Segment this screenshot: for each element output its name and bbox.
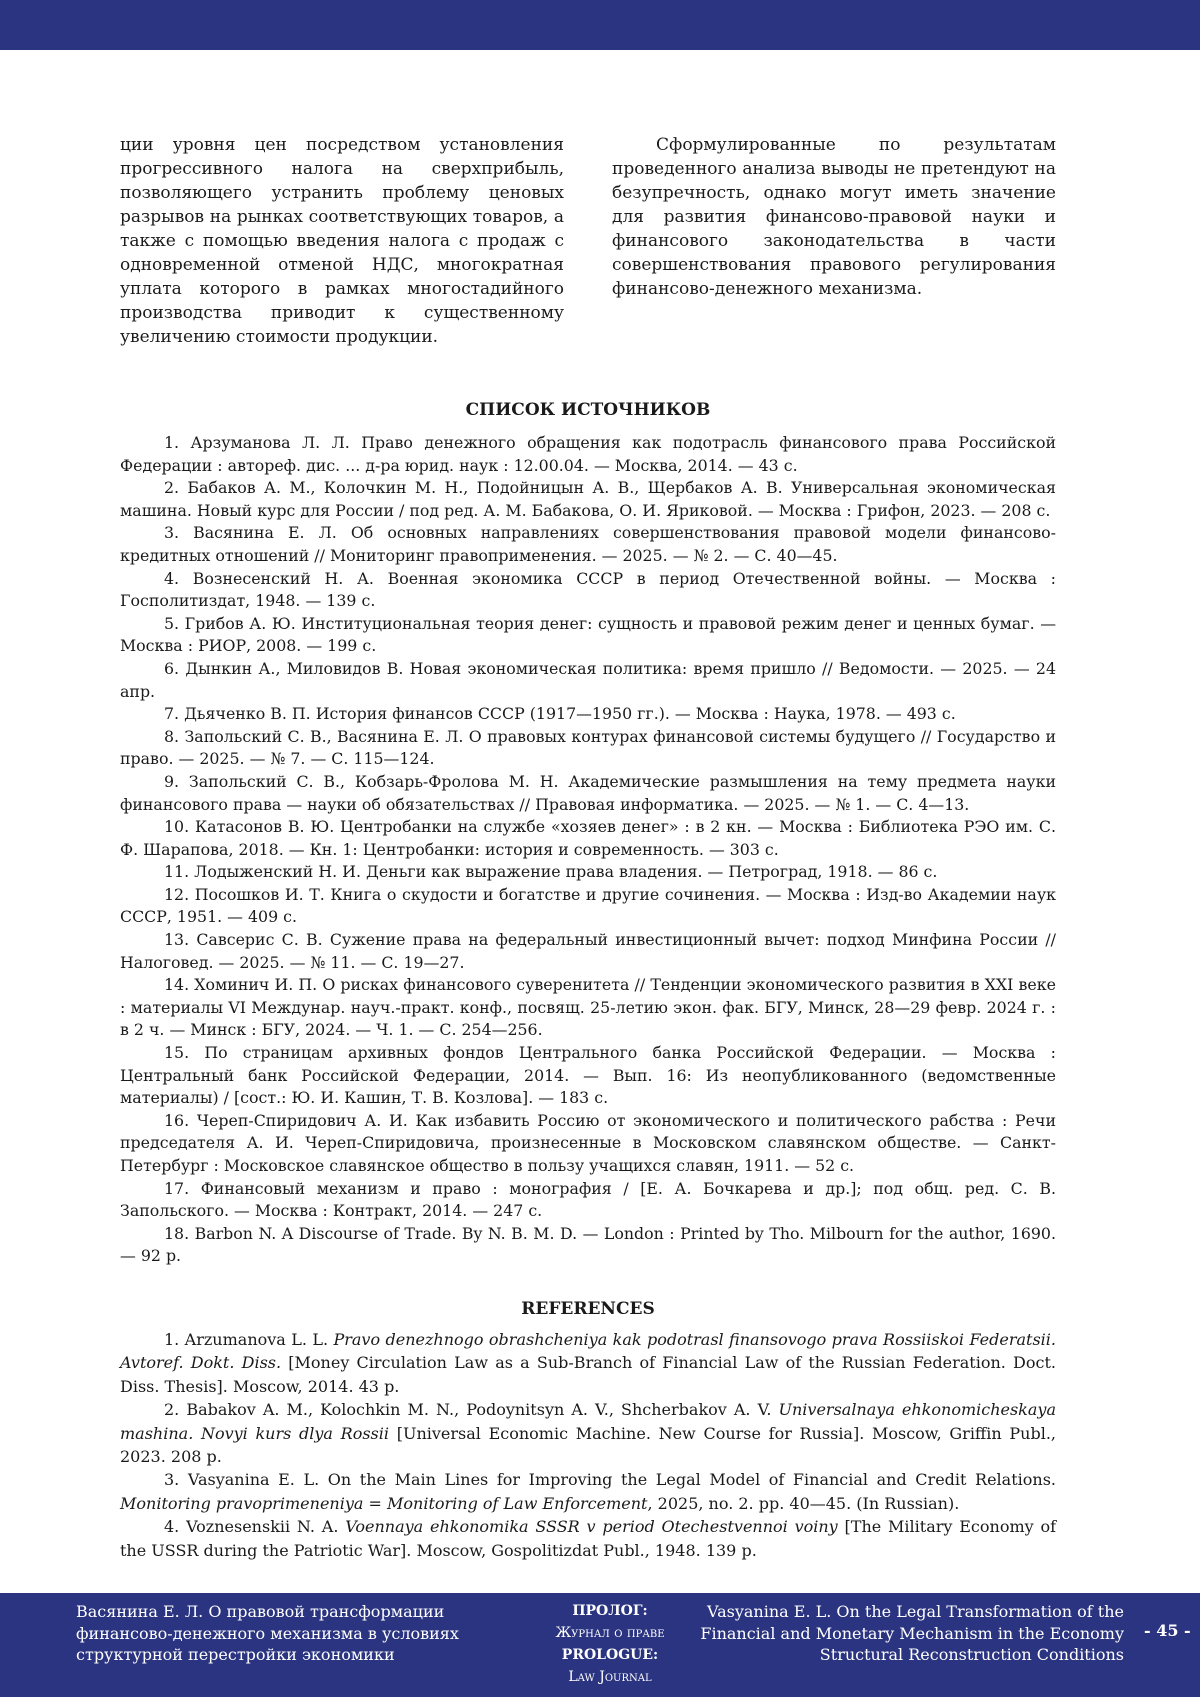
reference-title: Pravo denezhnogo obrashcheniya kak podotrasl finansovogo prava Rossiiskoi Federatsii. Avtoref. Dokt. Diss. <box>120 1330 1057 1373</box>
source-item: 16. Череп-Спиридович А. И. Как избавить Россию от экономического и политического рабства : Речи председателя А. И. Череп-Спиридовича, произнесенные в Московском славянском обществе. — Санкт-Петербург : Московское славянское общество в пользу учащихся славян, 1911. — 52 с. <box>120 1110 1056 1175</box>
reference-details: [Money Circulation Law as a Sub-Branch of Financial Law of the Russian Federation. Doct. Diss. Thesis]. Moscow, 2014. 43 p. <box>120 1353 1056 1396</box>
references-list <box>120 1328 1056 1562</box>
reference-item <box>120 1468 1056 1515</box>
source-item: 5. Грибов А. Ю. Институциональная теория денег: сущность и правовой режим денег и ценных бумаг. — Москва : РИОР, 2008. — 199 с. <box>120 613 1056 656</box>
reference-item <box>120 1328 1056 1398</box>
source-item: 10. Катасонов В. Ю. Центробанки на службе «хозяев денег» : в 2 кн. — Москва : Библиотека РЭО им. С. Ф. Шарапова, 2018. — Кн. 1: Центробанки: история и современность. — 303 с. <box>120 817 1056 859</box>
reference-item <box>120 1515 1056 1562</box>
header-band <box>0 0 1200 50</box>
sources-title: СПИСОК ИСТОЧНИКОВ <box>465 400 711 420</box>
reference-authors: Vasyanina E. L. On the Main Lines for Improving the Legal Model of Financial and Credit Relations. <box>187 1470 1056 1490</box>
footer-article-title-ru: Васянина Е. Л. О правовой трансформации финансово-денежного механизма в условиях структурной перестройки экономики <box>76 1602 459 1664</box>
reference-title: Voennaya ehkonomika SSSR v period Otechestvennoi voiny <box>345 1517 838 1537</box>
reference-title: Universalnaya ehkonomicheskaya mashina. Novyi kurs dlya Rossii <box>120 1400 1056 1443</box>
source-item: 6. Дынкин А., Миловидов В. Новая экономическая политика: время пришло // Ведомости. — 2025. — 24 апр. <box>120 658 1056 701</box>
source-item: 12. Посошков И. Т. Книга о скудости и богатстве и другие сочинения. — Москва : Изд-во Академии наук СССР, 1951. — 409 с. <box>120 884 1056 927</box>
source-item: 4. Вознесенский Н. А. Военная экономика СССР в период Отечественной войны. — Москва : Госполитиздат, 1948. — 139 с. <box>120 568 1056 611</box>
reference-number: 1. <box>164 1330 180 1349</box>
body-columns <box>120 133 1056 349</box>
footer-journal-name <box>505 1600 715 1688</box>
reference-authors: Babakov A. M., Kolochkin M. N., Podoynitsyn A. V., Shcherbakov A. V. <box>186 1400 772 1420</box>
source-item: 8. Запольский С. В., Васянина Е. Л. О правовых контурах финансовой системы будущего // Государство и право. — 2025. — № 7. — С. 115—124. <box>120 726 1056 769</box>
page-number: - 45 - <box>1144 1621 1191 1640</box>
reference-number: 4. <box>164 1517 180 1537</box>
left-column <box>120 133 564 349</box>
footer-article-title-en: Vasyanina E. L. On the Legal Transformation of the Financial and Monetary Mechanism in the Economy Structural Reconstruction Conditions <box>700 1602 1124 1664</box>
journal-name-en: PROLOGUE: <box>561 1647 659 1663</box>
right-column-text: Сформулированные по результатам проведенного анализа выводы не претендуют на безупречность, однако могут иметь значение для развития финансово-правовой науки и финансового законодательства в части совершенствования правового регулирования финансово-денежного механизма. <box>612 135 1056 299</box>
journal-name-ru: ПРОЛОГ: <box>572 1603 648 1619</box>
left-column-text: ции уровня цен посредством установления прогрессивного налога на сверхприбыль, позволяющего устранить проблему ценовых разрывов на рынках соответствующих товаров, а также с помощью введения налога с продаж с одновременной отменой НДС, многократная уплата которого в рамках многостадийного производства приводит к существенному увеличению стоимости продукции. <box>120 135 564 347</box>
source-item: 7. Дьяченко В. П. История финансов СССР (1917—1950 гг.). — Москва : Наука, 1978. — 493 с. <box>164 704 956 724</box>
source-item: 17. Финансовый механизм и право : монография / [Е. А. Бочкарева и др.]; под общ. ред. С. В. Запольского. — Москва : Контракт, 2014. — 247 с. <box>120 1178 1056 1221</box>
journal-subtitle-en: Law Journal <box>568 1669 652 1685</box>
reference-number: 2. <box>164 1400 180 1420</box>
right-column <box>612 133 1056 349</box>
source-item: 11. Лодыженский Н. И. Деньги как выражение права владения. — Петроград, 1918. — 86 с. <box>164 862 938 882</box>
source-item: 9. Запольский С. В., Кобзарь-Фролова М. Н. Академические размышления на тему предмета науки финансового права — науки об обязательствах // Правовая информатика. — 2025. — № 1. — С. 4—13. <box>120 771 1056 814</box>
reference-details: , 2025, no. 2. pp. 40—45. (In Russian). <box>647 1493 960 1513</box>
source-item: 2. Бабаков А. М., Колочкин М. Н., Подойницын А. В., Щербаков А. В. Универсальная экономическая машина. Новый курс для России / под ред. А. М. Бабакова, О. И. Яриковой. — Москва : Грифон, 2023. — 208 с. <box>120 478 1056 520</box>
source-item: 1. Арзуманова Л. Л. Право денежного обращения как подотрасль финансового права Российской Федерации : автореф. дис. ... д-ра юрид. наук : 12.00.04. — Москва, 2014. — 43 с. <box>120 433 1056 475</box>
sources-list <box>120 432 1056 1268</box>
source-item: 14. Хоминич И. П. О рисках финансового суверенитета // Тенденции экономического развития в XXI веке : материалы VI Междунар. науч.-практ. конф., посвящ. 25-летию экон. фак. БГУ, Минск, 28—29 февр. 2024 г. : в 2 ч. — Минск : БГУ, 2024. — Ч. 1. — С. 254—256. <box>120 975 1056 1040</box>
reference-authors: Arzumanova L. L. <box>184 1330 329 1349</box>
source-item: 15. По страницам архивных фондов Центрального банка Российской Федерации. — Москва : Центральный банк Российской Федерации, 2014. — Вып. 16: Из неопубликованного (ведомственные материалы) / [сост.: Ю. И. Кашин, Т. В. Козлова]. — 183 с. <box>120 1043 1056 1108</box>
source-item: 3. Васянина Е. Л. Об основных направлениях совершенствования правовой модели финансово-кредитных отношений // Мониторинг правоприменения. — 2025. — № 2. — С. 40—45. <box>120 523 1056 565</box>
reference-details: [Universal Economic Machine. New Course for Russia]. Moscow, Griffin Publ., 2023. 208 p. <box>120 1423 1057 1467</box>
reference-details: [The Military Economy of the USSR during the Patriotic War]. Moscow, Gospolitizdat Publ., 1948. 139 p. <box>120 1517 1057 1560</box>
reference-number: 3. <box>164 1470 180 1490</box>
reference-authors: Voznesenskii N. A. <box>186 1517 339 1537</box>
source-item: 18. Barbon N. A Discourse of Trade. By N. B. M. D. — London : Printed by Tho. Milbourn for the author, 1690. — 92 p. <box>120 1223 1056 1266</box>
references-title: REFERENCES <box>521 1299 655 1319</box>
source-item: 13. Савсерис С. В. Сужение права на федеральный инвестиционный вычет: подход Минфина России // Налоговед. — 2025. — № 11. — С. 19—27. <box>120 930 1056 972</box>
reference-title: Monitoring pravoprimeneniya = Monitoring of Law Enforcement <box>120 1493 648 1513</box>
journal-subtitle-ru: Журнал о праве <box>555 1625 665 1641</box>
reference-item <box>120 1398 1056 1468</box>
footer <box>0 1593 1200 1697</box>
